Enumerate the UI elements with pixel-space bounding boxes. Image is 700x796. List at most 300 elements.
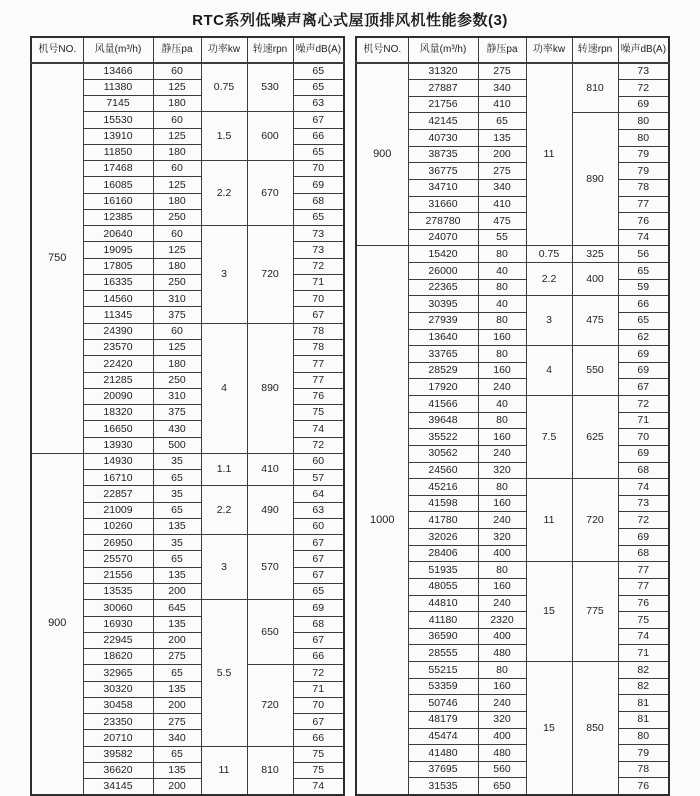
column-header-model: 机号NO. bbox=[356, 37, 408, 63]
noise-cell: 77 bbox=[293, 372, 344, 388]
flow-cell: 16930 bbox=[83, 616, 153, 632]
power-cell: 15 bbox=[526, 662, 572, 795]
flow-cell: 28555 bbox=[408, 645, 478, 662]
flow-cell: 30562 bbox=[408, 445, 478, 462]
noise-cell: 73 bbox=[618, 63, 669, 80]
header-row bbox=[356, 37, 669, 63]
power-cell: 3 bbox=[201, 535, 247, 600]
flow-cell: 13640 bbox=[408, 329, 478, 346]
pressure-cell: 310 bbox=[153, 291, 201, 307]
flow-cell: 30320 bbox=[83, 681, 153, 697]
flow-cell: 41180 bbox=[408, 612, 478, 629]
noise-cell: 70 bbox=[618, 429, 669, 446]
flow-cell: 36590 bbox=[408, 628, 478, 645]
rpm-cell: 530 bbox=[247, 63, 293, 112]
flow-cell: 16650 bbox=[83, 421, 153, 437]
flow-cell: 32965 bbox=[83, 665, 153, 681]
noise-cell: 69 bbox=[618, 346, 669, 363]
flow-cell: 24070 bbox=[408, 229, 478, 246]
pressure-cell: 340 bbox=[478, 80, 526, 97]
pressure-cell: 35 bbox=[153, 535, 201, 551]
pressure-cell: 310 bbox=[153, 388, 201, 404]
pressure-cell: 35 bbox=[153, 453, 201, 469]
pressure-cell: 135 bbox=[153, 762, 201, 778]
flow-cell: 11850 bbox=[83, 144, 153, 160]
flow-cell: 24390 bbox=[83, 323, 153, 339]
noise-cell: 72 bbox=[293, 258, 344, 274]
noise-cell: 65 bbox=[293, 584, 344, 600]
pressure-cell: 240 bbox=[478, 379, 526, 396]
flow-cell: 48179 bbox=[408, 711, 478, 728]
column-header-flow: 风量(m³/h) bbox=[83, 37, 153, 63]
noise-cell: 76 bbox=[618, 213, 669, 230]
flow-cell: 11345 bbox=[83, 307, 153, 323]
power-cell: 7.5 bbox=[526, 396, 572, 479]
flow-cell: 31320 bbox=[408, 63, 478, 80]
pressure-cell: 60 bbox=[153, 161, 201, 177]
pressure-cell: 40 bbox=[478, 263, 526, 280]
column-header-rpm: 转速rpn bbox=[572, 37, 618, 63]
power-cell: 0.75 bbox=[201, 63, 247, 112]
noise-cell: 70 bbox=[293, 697, 344, 713]
pressure-cell: 135 bbox=[478, 130, 526, 147]
pressure-cell: 375 bbox=[153, 307, 201, 323]
noise-cell: 67 bbox=[293, 551, 344, 567]
flow-cell: 14560 bbox=[83, 291, 153, 307]
column-header-pressure: 静压pa bbox=[153, 37, 201, 63]
power-cell: 2.2 bbox=[201, 161, 247, 226]
flow-cell: 13930 bbox=[83, 437, 153, 453]
flow-cell: 44810 bbox=[408, 595, 478, 612]
pressure-cell: 160 bbox=[478, 429, 526, 446]
noise-cell: 68 bbox=[293, 616, 344, 632]
column-header-pressure: 静压pa bbox=[478, 37, 526, 63]
noise-cell: 71 bbox=[618, 645, 669, 662]
pressure-cell: 275 bbox=[478, 63, 526, 80]
pressure-cell: 410 bbox=[478, 96, 526, 113]
noise-cell: 78 bbox=[618, 179, 669, 196]
pressure-cell: 400 bbox=[478, 728, 526, 745]
noise-cell: 77 bbox=[618, 196, 669, 213]
noise-cell: 68 bbox=[618, 462, 669, 479]
rpm-cell: 400 bbox=[572, 263, 618, 296]
flow-cell: 39582 bbox=[83, 746, 153, 762]
noise-cell: 75 bbox=[618, 612, 669, 629]
flow-cell: 20710 bbox=[83, 730, 153, 746]
noise-cell: 69 bbox=[618, 445, 669, 462]
noise-cell: 67 bbox=[293, 632, 344, 648]
pressure-cell: 250 bbox=[153, 209, 201, 225]
flow-cell: 17805 bbox=[83, 258, 153, 274]
rpm-cell: 720 bbox=[572, 479, 618, 562]
flow-cell: 23570 bbox=[83, 340, 153, 356]
noise-cell: 72 bbox=[293, 437, 344, 453]
noise-cell: 69 bbox=[618, 96, 669, 113]
pressure-cell: 320 bbox=[478, 529, 526, 546]
pressure-cell: 35 bbox=[153, 486, 201, 502]
flow-cell: 36775 bbox=[408, 163, 478, 180]
pressure-cell: 500 bbox=[153, 437, 201, 453]
flow-cell: 14930 bbox=[83, 453, 153, 469]
flow-cell: 16710 bbox=[83, 470, 153, 486]
noise-cell: 60 bbox=[293, 453, 344, 469]
flow-cell: 28529 bbox=[408, 362, 478, 379]
noise-cell: 74 bbox=[618, 479, 669, 496]
column-header-noise: 噪声dB(A) bbox=[293, 37, 344, 63]
table-row bbox=[31, 63, 344, 79]
flow-cell: 17920 bbox=[408, 379, 478, 396]
tables-container bbox=[0, 36, 700, 796]
pressure-cell: 160 bbox=[478, 578, 526, 595]
flow-cell: 24560 bbox=[408, 462, 478, 479]
noise-cell: 77 bbox=[293, 356, 344, 372]
model-cell: 900 bbox=[31, 453, 83, 795]
pressure-cell: 645 bbox=[153, 600, 201, 616]
pressure-cell: 430 bbox=[153, 421, 201, 437]
flow-cell: 15420 bbox=[408, 246, 478, 263]
flow-cell: 41598 bbox=[408, 495, 478, 512]
rpm-cell: 720 bbox=[247, 665, 293, 746]
flow-cell: 15530 bbox=[83, 112, 153, 128]
pressure-cell: 340 bbox=[153, 730, 201, 746]
flow-cell: 45216 bbox=[408, 479, 478, 496]
pressure-cell: 560 bbox=[478, 761, 526, 778]
rpm-cell: 810 bbox=[247, 746, 293, 795]
pressure-cell: 135 bbox=[153, 567, 201, 583]
flow-cell: 42145 bbox=[408, 113, 478, 130]
flow-cell: 38735 bbox=[408, 146, 478, 163]
flow-cell: 21756 bbox=[408, 96, 478, 113]
flow-cell: 278780 bbox=[408, 213, 478, 230]
pressure-cell: 160 bbox=[478, 495, 526, 512]
noise-cell: 66 bbox=[293, 730, 344, 746]
flow-cell: 31535 bbox=[408, 778, 478, 795]
flow-cell: 26000 bbox=[408, 263, 478, 280]
flow-cell: 18320 bbox=[83, 405, 153, 421]
noise-cell: 66 bbox=[293, 649, 344, 665]
flow-cell: 37695 bbox=[408, 761, 478, 778]
rpm-cell: 890 bbox=[247, 323, 293, 453]
flow-cell: 21009 bbox=[83, 502, 153, 518]
noise-cell: 65 bbox=[293, 209, 344, 225]
flow-cell: 22857 bbox=[83, 486, 153, 502]
noise-cell: 67 bbox=[293, 567, 344, 583]
rpm-cell: 775 bbox=[572, 562, 618, 662]
page-title: RTC系列低噪声离心式屋顶排风机性能参数(3) bbox=[192, 12, 508, 29]
rpm-cell: 890 bbox=[572, 113, 618, 246]
noise-cell: 72 bbox=[293, 665, 344, 681]
pressure-cell: 200 bbox=[153, 584, 201, 600]
flow-cell: 17468 bbox=[83, 161, 153, 177]
power-cell: 4 bbox=[526, 346, 572, 396]
pressure-cell: 480 bbox=[478, 645, 526, 662]
power-cell: 11 bbox=[201, 746, 247, 795]
performance-table-right bbox=[355, 36, 670, 796]
pressure-cell: 125 bbox=[153, 242, 201, 258]
flow-cell: 53359 bbox=[408, 678, 478, 695]
noise-cell: 73 bbox=[618, 495, 669, 512]
pressure-cell: 180 bbox=[153, 258, 201, 274]
flow-cell: 16085 bbox=[83, 177, 153, 193]
pressure-cell: 240 bbox=[478, 445, 526, 462]
noise-cell: 77 bbox=[618, 562, 669, 579]
noise-cell: 67 bbox=[293, 112, 344, 128]
pressure-cell: 200 bbox=[153, 697, 201, 713]
noise-cell: 74 bbox=[293, 421, 344, 437]
pressure-cell: 65 bbox=[153, 470, 201, 486]
noise-cell: 78 bbox=[293, 340, 344, 356]
noise-cell: 67 bbox=[293, 714, 344, 730]
pressure-cell: 60 bbox=[153, 63, 201, 79]
flow-cell: 16335 bbox=[83, 274, 153, 290]
rpm-cell: 410 bbox=[247, 453, 293, 486]
pressure-cell: 65 bbox=[153, 746, 201, 762]
pressure-cell: 180 bbox=[153, 96, 201, 112]
pressure-cell: 410 bbox=[478, 196, 526, 213]
noise-cell: 65 bbox=[293, 79, 344, 95]
model-cell: 750 bbox=[31, 63, 83, 453]
column-header-power: 功率kw bbox=[526, 37, 572, 63]
noise-cell: 67 bbox=[293, 307, 344, 323]
flow-cell: 48055 bbox=[408, 578, 478, 595]
pressure-cell: 135 bbox=[153, 518, 201, 534]
power-cell: 0.75 bbox=[526, 246, 572, 263]
pressure-cell: 60 bbox=[153, 112, 201, 128]
pressure-cell: 160 bbox=[478, 329, 526, 346]
noise-cell: 79 bbox=[618, 146, 669, 163]
column-header-rpm: 转速rpn bbox=[247, 37, 293, 63]
pressure-cell: 475 bbox=[478, 213, 526, 230]
flow-cell: 7145 bbox=[83, 96, 153, 112]
pressure-cell: 125 bbox=[153, 340, 201, 356]
flow-cell: 18620 bbox=[83, 649, 153, 665]
pressure-cell: 160 bbox=[478, 678, 526, 695]
flow-cell: 35522 bbox=[408, 429, 478, 446]
noise-cell: 78 bbox=[618, 761, 669, 778]
pressure-cell: 125 bbox=[153, 128, 201, 144]
pressure-cell: 80 bbox=[478, 412, 526, 429]
noise-cell: 57 bbox=[293, 470, 344, 486]
pressure-cell: 250 bbox=[153, 372, 201, 388]
power-cell: 1.5 bbox=[201, 112, 247, 161]
rpm-cell: 550 bbox=[572, 346, 618, 396]
pressure-cell: 135 bbox=[153, 681, 201, 697]
noise-cell: 71 bbox=[293, 274, 344, 290]
flow-cell: 10260 bbox=[83, 518, 153, 534]
noise-cell: 65 bbox=[293, 144, 344, 160]
pressure-cell: 65 bbox=[478, 113, 526, 130]
pressure-cell: 240 bbox=[478, 695, 526, 712]
noise-cell: 77 bbox=[618, 578, 669, 595]
noise-cell: 68 bbox=[293, 193, 344, 209]
noise-cell: 78 bbox=[293, 323, 344, 339]
power-cell: 1.1 bbox=[201, 453, 247, 486]
column-header-flow: 风量(m³/h) bbox=[408, 37, 478, 63]
flow-cell: 34145 bbox=[83, 779, 153, 795]
rpm-cell: 650 bbox=[247, 600, 293, 665]
rpm-cell: 670 bbox=[247, 161, 293, 226]
model-cell: 1000 bbox=[356, 246, 408, 795]
rpm-cell: 490 bbox=[247, 486, 293, 535]
flow-cell: 32026 bbox=[408, 529, 478, 546]
rpm-cell: 475 bbox=[572, 296, 618, 346]
pressure-cell: 200 bbox=[153, 779, 201, 795]
noise-cell: 69 bbox=[293, 600, 344, 616]
pressure-cell: 275 bbox=[153, 714, 201, 730]
pressure-cell: 375 bbox=[153, 405, 201, 421]
flow-cell: 20090 bbox=[83, 388, 153, 404]
noise-cell: 79 bbox=[618, 745, 669, 762]
pressure-cell: 160 bbox=[478, 362, 526, 379]
pressure-cell: 40 bbox=[478, 296, 526, 313]
rpm-cell: 600 bbox=[247, 112, 293, 161]
table-row bbox=[31, 453, 344, 469]
noise-cell: 82 bbox=[618, 662, 669, 679]
noise-cell: 80 bbox=[618, 130, 669, 147]
pressure-cell: 65 bbox=[153, 502, 201, 518]
noise-cell: 80 bbox=[618, 113, 669, 130]
noise-cell: 72 bbox=[618, 80, 669, 97]
noise-cell: 74 bbox=[618, 628, 669, 645]
power-cell: 4 bbox=[201, 323, 247, 453]
flow-cell: 21556 bbox=[83, 567, 153, 583]
pressure-cell: 60 bbox=[153, 323, 201, 339]
flow-cell: 55215 bbox=[408, 662, 478, 679]
noise-cell: 69 bbox=[618, 362, 669, 379]
pressure-cell: 180 bbox=[153, 144, 201, 160]
flow-cell: 30395 bbox=[408, 296, 478, 313]
noise-cell: 59 bbox=[618, 279, 669, 296]
noise-cell: 72 bbox=[618, 512, 669, 529]
pressure-cell: 400 bbox=[478, 628, 526, 645]
pressure-cell: 650 bbox=[478, 778, 526, 795]
pressure-cell: 80 bbox=[478, 346, 526, 363]
pressure-cell: 80 bbox=[478, 279, 526, 296]
rpm-cell: 810 bbox=[572, 63, 618, 113]
pressure-cell: 2320 bbox=[478, 612, 526, 629]
flow-cell: 41780 bbox=[408, 512, 478, 529]
pressure-cell: 200 bbox=[153, 632, 201, 648]
pressure-cell: 125 bbox=[153, 177, 201, 193]
column-header-model: 机号NO. bbox=[31, 37, 83, 63]
noise-cell: 69 bbox=[293, 177, 344, 193]
noise-cell: 65 bbox=[293, 63, 344, 79]
flow-cell: 25570 bbox=[83, 551, 153, 567]
noise-cell: 63 bbox=[293, 96, 344, 112]
flow-cell: 21285 bbox=[83, 372, 153, 388]
column-header-power: 功率kw bbox=[201, 37, 247, 63]
power-cell: 2.2 bbox=[526, 263, 572, 296]
flow-cell: 41566 bbox=[408, 396, 478, 413]
pressure-cell: 65 bbox=[153, 665, 201, 681]
flow-cell: 30458 bbox=[83, 697, 153, 713]
pressure-cell: 80 bbox=[478, 662, 526, 679]
rpm-cell: 625 bbox=[572, 396, 618, 479]
flow-cell: 22945 bbox=[83, 632, 153, 648]
table-row bbox=[356, 63, 669, 80]
pressure-cell: 240 bbox=[478, 595, 526, 612]
pressure-cell: 180 bbox=[153, 193, 201, 209]
noise-cell: 68 bbox=[618, 545, 669, 562]
flow-cell: 27939 bbox=[408, 312, 478, 329]
noise-cell: 75 bbox=[293, 762, 344, 778]
flow-cell: 22365 bbox=[408, 279, 478, 296]
noise-cell: 65 bbox=[618, 263, 669, 280]
pressure-cell: 400 bbox=[478, 545, 526, 562]
noise-cell: 75 bbox=[293, 746, 344, 762]
rpm-cell: 850 bbox=[572, 662, 618, 795]
pressure-cell: 340 bbox=[478, 179, 526, 196]
flow-cell: 11380 bbox=[83, 79, 153, 95]
header-row bbox=[31, 37, 344, 63]
pressure-cell: 180 bbox=[153, 356, 201, 372]
noise-cell: 63 bbox=[293, 502, 344, 518]
noise-cell: 70 bbox=[293, 161, 344, 177]
pressure-cell: 40 bbox=[478, 396, 526, 413]
column-header-noise: 噪声dB(A) bbox=[618, 37, 669, 63]
flow-cell: 51935 bbox=[408, 562, 478, 579]
model-cell: 900 bbox=[356, 63, 408, 246]
performance-table-left bbox=[30, 36, 345, 796]
noise-cell: 75 bbox=[293, 405, 344, 421]
noise-cell: 62 bbox=[618, 329, 669, 346]
table-row bbox=[356, 246, 669, 263]
flow-cell: 50746 bbox=[408, 695, 478, 712]
pressure-cell: 55 bbox=[478, 229, 526, 246]
flow-cell: 26950 bbox=[83, 535, 153, 551]
pressure-cell: 80 bbox=[478, 246, 526, 263]
noise-cell: 65 bbox=[618, 312, 669, 329]
noise-cell: 66 bbox=[293, 128, 344, 144]
noise-cell: 82 bbox=[618, 678, 669, 695]
flow-cell: 28406 bbox=[408, 545, 478, 562]
noise-cell: 67 bbox=[293, 535, 344, 551]
flow-cell: 16160 bbox=[83, 193, 153, 209]
noise-cell: 69 bbox=[618, 529, 669, 546]
noise-cell: 60 bbox=[293, 518, 344, 534]
noise-cell: 81 bbox=[618, 695, 669, 712]
noise-cell: 76 bbox=[293, 388, 344, 404]
flow-cell: 13466 bbox=[83, 63, 153, 79]
flow-cell: 20640 bbox=[83, 226, 153, 242]
flow-cell: 13910 bbox=[83, 128, 153, 144]
pressure-cell: 65 bbox=[153, 551, 201, 567]
pressure-cell: 275 bbox=[153, 649, 201, 665]
pressure-cell: 200 bbox=[478, 146, 526, 163]
flow-cell: 36620 bbox=[83, 762, 153, 778]
pressure-cell: 80 bbox=[478, 312, 526, 329]
flow-cell: 22420 bbox=[83, 356, 153, 372]
noise-cell: 73 bbox=[293, 242, 344, 258]
noise-cell: 73 bbox=[293, 226, 344, 242]
flow-cell: 41480 bbox=[408, 745, 478, 762]
power-cell: 2.2 bbox=[201, 486, 247, 535]
noise-cell: 80 bbox=[618, 728, 669, 745]
flow-cell: 33765 bbox=[408, 346, 478, 363]
pressure-cell: 240 bbox=[478, 512, 526, 529]
noise-cell: 71 bbox=[293, 681, 344, 697]
flow-cell: 19095 bbox=[83, 242, 153, 258]
pressure-cell: 80 bbox=[478, 479, 526, 496]
flow-cell: 45474 bbox=[408, 728, 478, 745]
rpm-cell: 325 bbox=[572, 246, 618, 263]
pressure-cell: 320 bbox=[478, 462, 526, 479]
power-cell: 11 bbox=[526, 63, 572, 246]
flow-cell: 34710 bbox=[408, 179, 478, 196]
noise-cell: 56 bbox=[618, 246, 669, 263]
noise-cell: 76 bbox=[618, 595, 669, 612]
power-cell: 3 bbox=[526, 296, 572, 346]
